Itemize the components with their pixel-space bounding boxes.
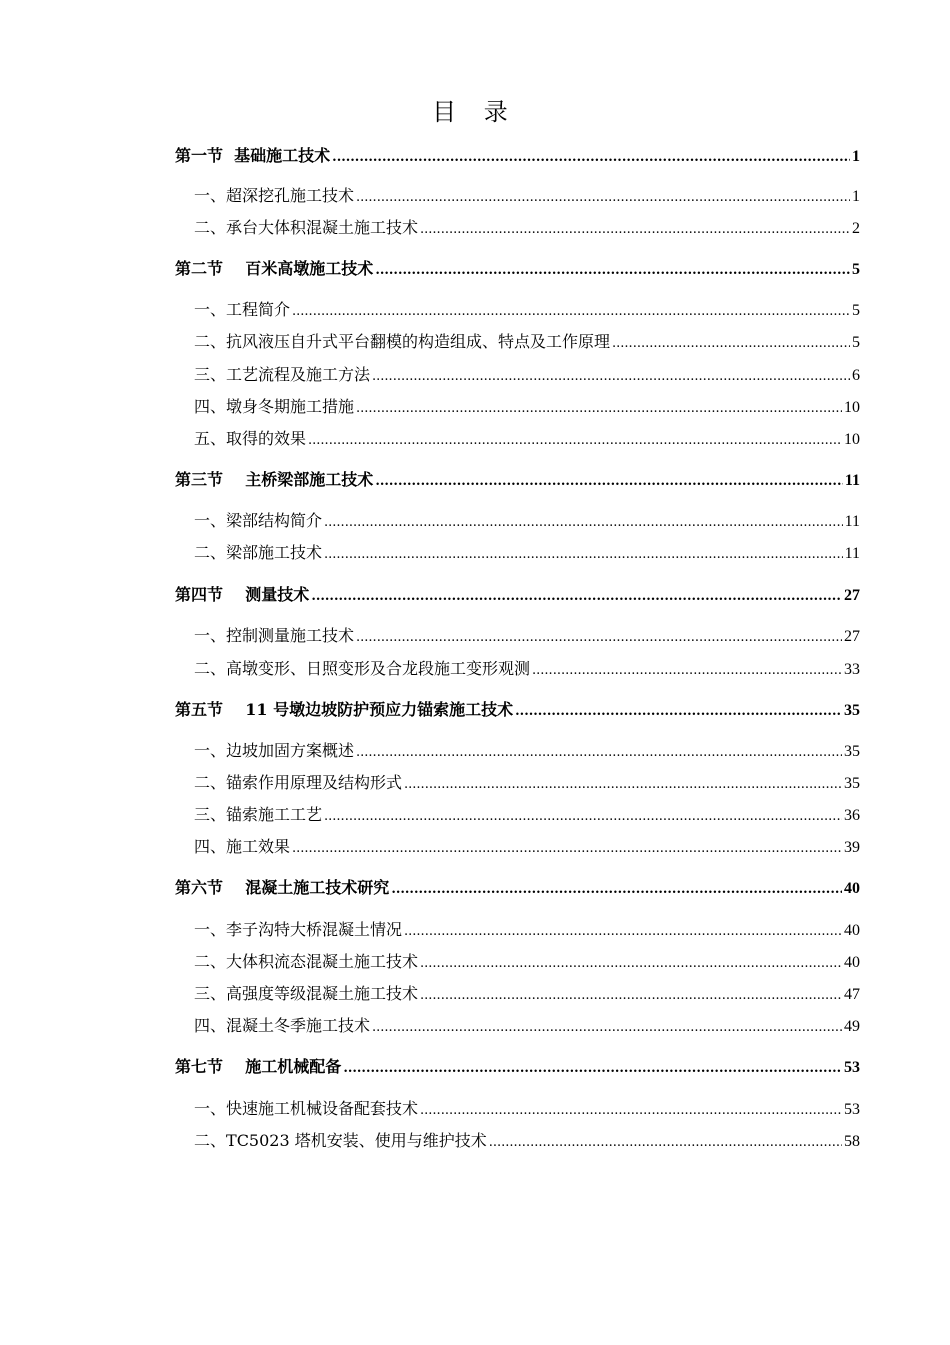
toc-entry-prefix: 第七节 — [175, 1057, 224, 1076]
toc-entry-prefix: 二、 — [194, 218, 227, 237]
toc-page-number: 47 — [844, 986, 860, 1003]
toc-entry-text: 大体积流态混凝土施工技术 — [226, 952, 419, 971]
dot-leader — [489, 1132, 842, 1154]
toc-subsection-entry[interactable] — [194, 658, 860, 682]
toc-entry-title — [194, 1098, 418, 1120]
toc-entry-text: 混凝土冬季施工技术 — [226, 1016, 371, 1035]
dot-leader — [404, 774, 842, 796]
toc-entry-prefix: 一、 — [194, 626, 227, 645]
toc-page-number: 58 — [844, 1133, 860, 1150]
toc-section-entry[interactable] — [175, 145, 860, 169]
dot-leader — [324, 512, 843, 534]
toc-page-number: 1 — [852, 188, 860, 205]
toc-entry-title — [194, 804, 322, 826]
dot-leader — [356, 187, 850, 209]
toc-entry-title — [194, 542, 322, 564]
toc-entry-title — [194, 658, 530, 680]
toc-page-number: 11 — [844, 545, 860, 562]
toc-subsection-entry[interactable] — [194, 364, 860, 388]
toc-entry-prefix: 第二节 — [175, 259, 224, 278]
toc-entry-prefix: 二、 — [194, 773, 227, 792]
toc-page-number: 40 — [844, 880, 860, 897]
toc-page-number: 5 — [852, 261, 860, 278]
toc-entry-prefix: 二、 — [194, 332, 227, 351]
toc-entry-text: 施工效果 — [226, 837, 291, 856]
toc-page-number: 2 — [852, 220, 860, 237]
dot-leader — [332, 147, 850, 169]
toc-entry-prefix: 五、 — [194, 429, 227, 448]
toc-subsection-entry[interactable] — [194, 299, 860, 323]
toc-entry-text: 测量技术 — [245, 585, 310, 604]
toc-entry-title — [194, 625, 354, 647]
toc-page-number: 11 — [844, 472, 860, 489]
toc-subsection-entry[interactable] — [194, 772, 860, 796]
toc-entry-text: 高强度等级混凝土施工技术 — [226, 984, 419, 1003]
toc-entry-text: 梁部施工技术 — [226, 543, 323, 562]
dot-leader — [324, 544, 843, 566]
toc-entry-title — [175, 699, 513, 721]
toc-entry-title — [194, 1130, 487, 1152]
toc-entry-text: 承台大体积混凝土施工技术 — [226, 218, 419, 237]
toc-entry-title — [175, 469, 373, 491]
toc-entry-prefix: 第六节 — [175, 878, 224, 897]
toc-entry-text: 11 号墩边坡防护预应力锚索施工技术 — [245, 700, 514, 719]
toc-subsection-entry[interactable] — [194, 1098, 860, 1122]
toc-entry-prefix: 第三节 — [175, 470, 224, 489]
toc-entry-title — [194, 331, 610, 353]
toc-subsection-entry[interactable] — [194, 983, 860, 1007]
toc-entry-prefix: 二、 — [194, 1131, 227, 1150]
toc-entry-title — [194, 217, 418, 239]
toc-subsection-entry[interactable] — [194, 331, 860, 355]
toc-entry-text: 锚索施工工艺 — [226, 805, 323, 824]
toc-subsection-entry[interactable] — [194, 836, 860, 860]
toc-page-number: 5 — [852, 334, 860, 351]
dot-leader — [292, 301, 850, 323]
toc-subsection-entry[interactable] — [194, 396, 860, 420]
dot-leader — [420, 219, 850, 241]
toc-section-entry[interactable] — [175, 877, 860, 901]
dot-leader — [311, 586, 842, 608]
toc-entry-text: 基础施工技术 — [234, 146, 331, 165]
toc-entry-title — [175, 584, 309, 606]
toc-entry-title — [194, 396, 354, 418]
toc-subsection-entry[interactable] — [194, 740, 860, 764]
toc-entry-text: 工程简介 — [226, 300, 291, 319]
toc-entry-title — [194, 510, 322, 532]
toc-entry-title — [194, 428, 306, 450]
toc-entry-prefix: 四、 — [194, 1016, 227, 1035]
toc-entry-prefix: 二、 — [194, 543, 227, 562]
toc-subsection-entry[interactable] — [194, 625, 860, 649]
toc-entry-prefix: 二、 — [194, 952, 227, 971]
toc-entry-text: 主桥梁部施工技术 — [245, 470, 374, 489]
toc-entry-text: 抗风液压自升式平台翻模的构造组成、特点及工作原理 — [226, 332, 611, 351]
toc-entry-text: 快速施工机械设备配套技术 — [226, 1099, 419, 1118]
toc-page-number: 10 — [844, 399, 860, 416]
toc-entry-title — [194, 299, 290, 321]
toc-entry-prefix: 一、 — [194, 300, 227, 319]
dot-leader — [356, 627, 842, 649]
dot-leader — [420, 1100, 842, 1122]
toc-entry-prefix: 一、 — [194, 920, 227, 939]
dot-leader — [292, 838, 842, 860]
toc-entry-title — [194, 983, 418, 1005]
toc-page-number: 33 — [844, 661, 860, 678]
toc-entry-prefix: 二、 — [194, 659, 227, 678]
toc-entry-prefix: 一、 — [194, 741, 227, 760]
toc-entry-title — [175, 258, 373, 280]
toc-entry-prefix: 三、 — [194, 365, 227, 384]
toc-entry-text: 高墩变形、日照变形及合龙段施工变形观测 — [226, 659, 531, 678]
toc-entry-title — [194, 772, 402, 794]
dot-leader — [372, 1017, 842, 1039]
toc-subsection-entry[interactable] — [194, 217, 860, 241]
toc-entry-title — [194, 364, 370, 386]
toc-subsection-entry[interactable] — [194, 510, 860, 534]
toc-page-number: 10 — [844, 431, 860, 448]
dot-leader — [356, 398, 842, 420]
toc-entry-title — [175, 145, 330, 167]
dot-leader — [532, 660, 842, 682]
toc-entry-prefix: 第五节 — [175, 700, 224, 719]
toc-entry-title — [175, 877, 389, 899]
toc-entry-prefix: 一、 — [194, 511, 227, 530]
toc-subsection-entry[interactable] — [194, 542, 860, 566]
toc-entry-text: 控制测量施工技术 — [226, 626, 355, 645]
toc-entry-title — [194, 185, 354, 207]
toc-entry-title — [175, 1056, 341, 1078]
toc-section-entry[interactable] — [175, 699, 860, 723]
toc-page-number: 1 — [852, 148, 860, 165]
dot-leader — [375, 260, 850, 282]
dot-leader — [324, 806, 842, 828]
toc-subsection-entry[interactable] — [194, 428, 860, 452]
toc-entry-title — [194, 740, 354, 762]
dot-leader — [420, 953, 842, 975]
dot-leader — [420, 985, 842, 1007]
toc-entry-prefix: 第四节 — [175, 585, 224, 604]
toc-subsection-entry[interactable] — [194, 804, 860, 828]
dot-leader — [372, 366, 850, 388]
dot-leader — [404, 921, 842, 943]
toc-entry-text: 百米高墩施工技术 — [245, 259, 374, 278]
toc-entry-text: 施工机械配备 — [245, 1057, 342, 1076]
toc-subsection-entry[interactable] — [194, 919, 860, 943]
toc-entry-prefix: 第一节 — [175, 146, 224, 165]
dot-leader — [343, 1058, 842, 1080]
toc-entry-text: 边坡加固方案概述 — [226, 741, 355, 760]
toc-page-number: 39 — [844, 839, 860, 856]
toc-entry-text: 李子沟特大桥混凝土情况 — [226, 920, 403, 939]
toc-entry-title — [194, 836, 290, 858]
toc-subsection-entry[interactable] — [194, 1130, 860, 1154]
toc-entry-prefix: 四、 — [194, 397, 227, 416]
toc-section-entry[interactable] — [175, 1056, 860, 1080]
toc-page-number: 40 — [844, 954, 860, 971]
toc-entry-title — [194, 1015, 370, 1037]
toc-entry-prefix: 三、 — [194, 805, 227, 824]
toc-entry-text: 工艺流程及施工方法 — [226, 365, 371, 384]
toc-page-number: 35 — [844, 775, 860, 792]
toc-subsection-entry[interactable] — [194, 951, 860, 975]
toc-subsection-entry[interactable] — [194, 185, 860, 209]
toc-entry-prefix: 四、 — [194, 837, 227, 856]
toc-section-entry[interactable] — [175, 584, 860, 608]
toc-subsection-entry[interactable] — [194, 1015, 860, 1039]
toc-page-number: 35 — [844, 702, 860, 719]
toc-page-number: 40 — [844, 922, 860, 939]
toc-entry-text: 混凝土施工技术研究 — [245, 878, 390, 897]
toc-entry-text: 墩身冬期施工措施 — [226, 397, 355, 416]
dot-leader — [308, 430, 842, 452]
toc-entry-prefix: 一、 — [194, 1099, 227, 1118]
toc-entry-title — [194, 951, 418, 973]
dot-leader — [356, 742, 842, 764]
toc-page-number: 27 — [844, 587, 860, 604]
page-title: 目 录 — [432, 98, 518, 126]
toc-page-number: 53 — [844, 1101, 860, 1118]
toc-page-number: 36 — [844, 807, 860, 824]
toc-entry-text: 锚索作用原理及结构形式 — [226, 773, 403, 792]
toc-entry-title — [194, 919, 402, 941]
toc-entry-text: 梁部结构简介 — [226, 511, 323, 530]
dot-leader — [612, 333, 850, 355]
toc-entry-text: 取得的效果 — [226, 429, 307, 448]
toc-entry-text: 超深挖孔施工技术 — [226, 186, 355, 205]
toc-page-number: 11 — [844, 513, 860, 530]
dot-leader — [375, 471, 843, 493]
toc-section-entry[interactable] — [175, 258, 860, 282]
toc-entry-prefix: 三、 — [194, 984, 227, 1003]
toc-page-number: 53 — [844, 1059, 860, 1076]
toc-page-number: 5 — [852, 302, 860, 319]
toc-page-number: 35 — [844, 743, 860, 760]
dot-leader — [515, 701, 842, 723]
toc-page-number: 27 — [844, 628, 860, 645]
toc-entry-prefix: 一、 — [194, 186, 227, 205]
dot-leader — [391, 879, 842, 901]
toc-page-number: 49 — [844, 1018, 860, 1035]
toc-page-number: 6 — [852, 367, 860, 384]
toc-entry-text: TC5023 塔机安装、使用与维护技术 — [226, 1131, 487, 1150]
toc-section-entry[interactable] — [175, 469, 860, 493]
